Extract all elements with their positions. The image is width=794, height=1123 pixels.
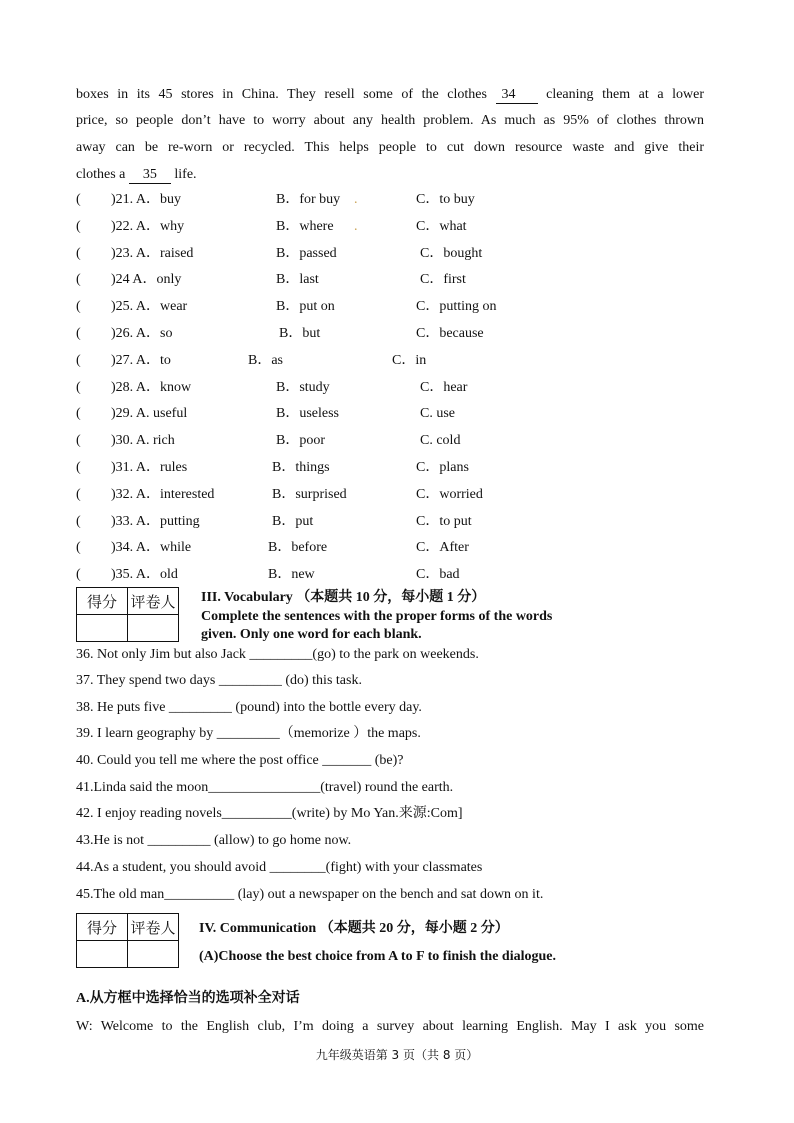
option-b: B．surprised: [272, 486, 347, 502]
passage-line-3: away can be re-worn or recycled. This helps people to cut down resource waste and give their: [76, 140, 704, 155]
grader-cell[interactable]: [128, 615, 179, 642]
option-b: B．passed: [276, 245, 337, 261]
question-option-a: )31. A．rules: [111, 460, 188, 475]
answer-paren[interactable]: (: [76, 245, 81, 261]
mc-question-row: [76, 486, 696, 504]
question-option-a: )25. A．wear: [111, 299, 188, 315]
answer-paren[interactable]: (: [76, 540, 81, 556]
passage-text: clothes a: [76, 167, 126, 182]
section-3-instruction-2: given. Only one word for each blank.: [201, 627, 422, 642]
score-cell[interactable]: [77, 941, 128, 968]
vocabulary-item: 37. They spend two days _________ (do) this task.: [76, 673, 362, 688]
question-option-a: )22. A．why: [111, 218, 185, 234]
blank-34: 34: [496, 87, 538, 104]
score-cell[interactable]: [77, 615, 128, 642]
answer-paren[interactable]: (: [76, 299, 81, 315]
option-b: B．put: [272, 513, 314, 529]
question-option-a: )28. A．know: [111, 379, 192, 395]
answer-paren[interactable]: (: [76, 567, 81, 583]
option-c: C．putting on: [416, 299, 497, 315]
vocabulary-item: 36. Not only Jim but also Jack _________(go) to the park on weekends.: [76, 647, 479, 662]
option-c: C．worried: [416, 486, 483, 502]
option-c: C．hear: [420, 379, 468, 395]
option-b: B．study: [276, 379, 330, 395]
answer-paren[interactable]: (: [76, 460, 81, 475]
grader-header: 评卷人: [128, 914, 179, 941]
option-c: C．what: [416, 218, 467, 234]
option-c: C. cold: [420, 433, 461, 449]
vocabulary-item: 38. He puts five _________ (pound) into the bottle every day.: [76, 700, 422, 715]
passage-line-1: [76, 86, 704, 104]
dot-mark: .: [354, 192, 358, 207]
mc-question-row: [76, 298, 696, 316]
vocabulary-item: 44.As a student, you should avoid ________(fight) with your classmates: [76, 860, 483, 875]
answer-paren[interactable]: (: [76, 379, 81, 395]
question-option-a: )32. A．interested: [111, 486, 215, 502]
mc-question-row: [76, 325, 696, 343]
question-option-a: )30. A. rich: [111, 433, 175, 449]
vocabulary-item: 39. I learn geography by _________（memorize ）the maps.: [76, 726, 421, 741]
option-b: B．where: [276, 218, 334, 234]
mc-question-row: [76, 566, 696, 584]
option-c: C. use: [420, 406, 455, 422]
answer-paren[interactable]: (: [76, 352, 81, 368]
mc-question-row: [76, 218, 696, 236]
vocabulary-item: 45.The old man__________ (lay) out a newspaper on the bench and sat down on it.: [76, 887, 544, 902]
question-option-a: )26. A．so: [111, 326, 173, 341]
score-header: 得分: [77, 914, 128, 941]
page-footer: 九年级英语第 3 页（共 8 页）: [315, 1048, 479, 1062]
answer-paren[interactable]: (: [76, 486, 81, 502]
question-option-a: )29. A. useful: [111, 406, 188, 422]
answer-paren[interactable]: (: [76, 326, 81, 341]
option-c: C．plans: [416, 460, 469, 475]
grader-header: 评卷人: [128, 588, 179, 615]
option-b: B．new: [268, 567, 315, 583]
dot-mark: .: [354, 218, 358, 234]
score-header: 得分: [77, 588, 128, 615]
passage-line-4: [76, 166, 197, 184]
answer-paren[interactable]: (: [76, 406, 81, 422]
answer-paren[interactable]: (: [76, 513, 81, 529]
mc-question-row: [76, 459, 696, 477]
option-c: C．to buy: [416, 192, 475, 207]
grader-cell[interactable]: [128, 941, 179, 968]
question-option-a: )34. A．while: [111, 540, 192, 556]
option-c: C．because: [416, 326, 484, 341]
option-b: B．before: [268, 540, 328, 556]
option-b: B．last: [276, 272, 319, 288]
question-option-a: )24 A．only: [111, 272, 182, 288]
option-b: B．useless: [276, 406, 339, 422]
option-b: B．poor: [276, 433, 325, 449]
question-option-a: )27. A．to: [111, 352, 171, 368]
passage-text: boxes in its 45 stores in China. They resell some of the clothes: [76, 87, 487, 102]
question-option-a: )35. A．old: [111, 567, 178, 583]
option-c: C．bad: [416, 567, 460, 583]
mc-question-row: [76, 245, 696, 263]
mc-question-row: [76, 513, 696, 531]
option-c: C．in: [392, 352, 427, 368]
score-table-section-4: [76, 913, 179, 968]
option-c: C．After: [416, 540, 469, 556]
vocabulary-item: 43.He is not _________ (allow) to go home now.: [76, 833, 352, 848]
question-option-a: )23. A．raised: [111, 245, 194, 261]
option-c: C．bought: [420, 245, 483, 261]
section-4-title: IV. Communication （本题共 20 分，每小题 2 分）: [199, 921, 509, 936]
question-option-a: )21. A．buy: [111, 192, 181, 207]
option-b: B．but: [279, 326, 321, 341]
option-b: B．things: [272, 460, 330, 475]
mc-question-row: [76, 191, 696, 209]
score-table-section-3: [76, 587, 179, 642]
answer-paren[interactable]: (: [76, 272, 81, 288]
option-b: B．put on: [276, 299, 335, 315]
blank-35: 35: [129, 167, 171, 184]
answer-paren[interactable]: (: [76, 433, 81, 449]
answer-paren[interactable]: (: [76, 218, 81, 234]
part-a-heading: A.从方框中选择恰当的选项补全对话: [76, 991, 300, 1006]
section-3-instruction-1: Complete the sentences with the proper forms of the words: [201, 609, 553, 624]
mc-question-row: [76, 271, 696, 289]
mc-question-row: [76, 432, 696, 450]
mc-question-row: [76, 405, 696, 423]
question-option-a: )33. A．putting: [111, 513, 200, 529]
answer-paren[interactable]: (: [76, 192, 81, 207]
passage-line-2: price, so people don’t have to worry about any health problem. As much as 95% of clothes thrown: [76, 113, 704, 128]
vocabulary-item: 42. I enjoy reading novels__________(write) by Mo Yan.来源:Com]: [76, 806, 463, 821]
section-4-instruction: (A)Choose the best choice from A to F to finish the dialogue.: [199, 949, 556, 964]
mc-question-row: [76, 379, 696, 397]
mc-question-row: [76, 539, 696, 557]
vocabulary-item: 40. Could you tell me where the post office _______ (be)?: [76, 753, 404, 768]
option-b: B．as: [248, 352, 283, 368]
option-b: B．for buy: [276, 192, 341, 207]
section-3-title: III. Vocabulary （本题共 10 分，每小题 1 分）: [201, 590, 486, 605]
mc-question-row: [76, 352, 696, 370]
vocabulary-item: 41.Linda said the moon________________(travel) round the earth.: [76, 780, 454, 795]
dialogue-line: W: Welcome to the English club, I’m doing a survey about learning English. May I ask you some: [76, 1019, 704, 1034]
passage-text: cleaning them at a lower: [546, 87, 705, 102]
option-c: C．to put: [416, 513, 472, 529]
option-c: C．first: [420, 272, 466, 288]
passage-text: life.: [174, 167, 197, 182]
